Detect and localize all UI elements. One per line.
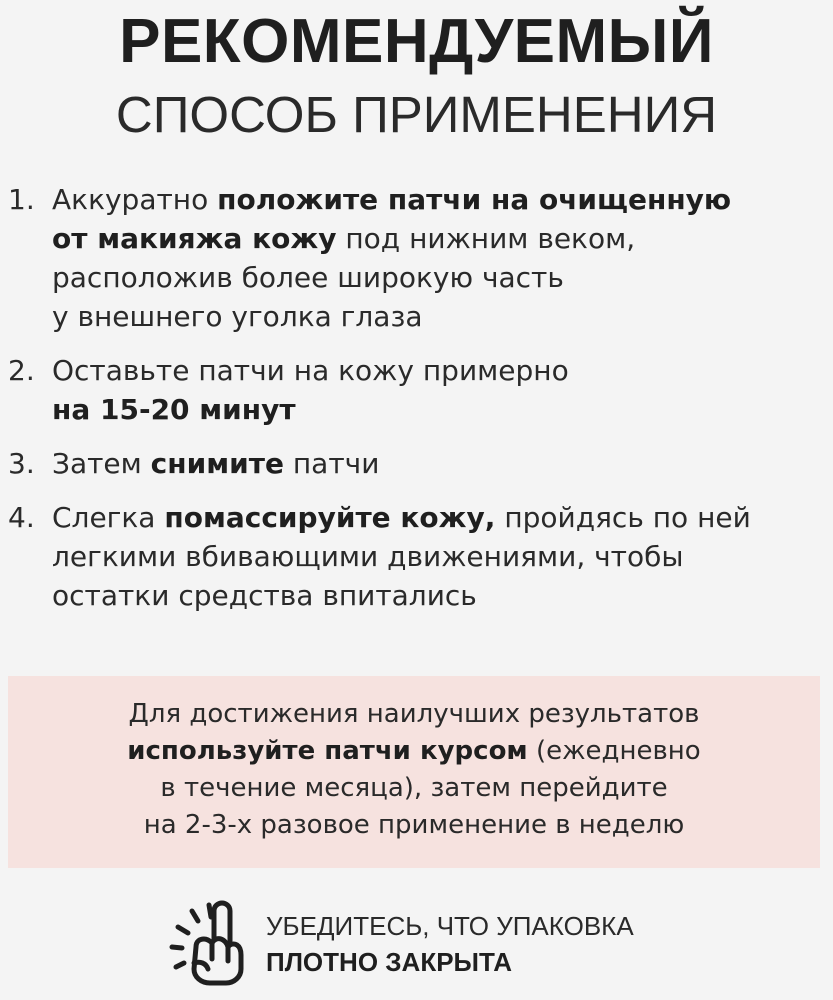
tip-line	[8, 807, 820, 844]
step-line	[52, 351, 823, 390]
step-line	[52, 180, 823, 219]
note-line-2	[266, 944, 634, 980]
text-run: Аккуратно	[52, 183, 218, 216]
text-run-bold: положите патчи на очищенную	[217, 183, 732, 216]
step-number: 3.	[8, 447, 35, 480]
step-line	[52, 498, 823, 537]
step-text	[52, 351, 823, 429]
tip-line	[8, 733, 820, 770]
page-title: РЕКОМЕНДУЕМЫЙ	[119, 7, 714, 76]
text-run: (ежедневно	[527, 736, 701, 766]
step-line	[52, 297, 823, 336]
text-run-bold: используйте патчи курсом	[127, 736, 528, 766]
text-run-bold: помассируйте кожу,	[164, 501, 496, 534]
step-line	[52, 390, 823, 429]
text-run: патчи	[283, 447, 380, 480]
package-note	[266, 908, 634, 980]
step-3	[8, 444, 823, 483]
text-run-bold: ПЛОТНО ЗАКРЫТА	[266, 947, 513, 977]
text-run: под нижним веком,	[336, 222, 636, 255]
tip-box	[8, 676, 820, 868]
step-line	[52, 537, 823, 576]
step-line	[52, 444, 823, 483]
text-run-bold: от макияжа кожу	[52, 222, 337, 255]
step-line	[52, 258, 823, 297]
text-run: Затем	[52, 447, 151, 480]
text-run: легкими вбивающими движениями, чтобы	[52, 540, 684, 573]
step-text	[52, 498, 823, 615]
text-run: Слегка	[52, 501, 165, 534]
step-4	[8, 498, 823, 615]
step-text	[52, 444, 823, 483]
text-run-bold: на 15-20 минут	[52, 393, 296, 426]
page-subtitle: СПОСОБ ПРИМЕНЕНИЯ	[115, 86, 718, 143]
step-1	[8, 180, 823, 336]
step-number: 1.	[8, 183, 35, 216]
text-run: Для достижения наилучших результатов	[128, 699, 700, 729]
step-line	[52, 219, 823, 258]
text-run: остатки средства впитались	[52, 579, 477, 612]
text-run-bold: снимите	[150, 447, 284, 480]
step-number: 2.	[8, 354, 35, 387]
text-run: пройдясь по ней	[495, 501, 751, 534]
text-run: на 2-3-х разовое применение в неделю	[143, 810, 685, 840]
text-run: расположив более широкую часть	[52, 261, 564, 294]
step-text	[52, 180, 823, 336]
step-number: 4.	[8, 501, 35, 534]
text-run: у внешнего уголка глаза	[52, 300, 423, 333]
step-2	[8, 351, 823, 429]
tip-line	[8, 770, 820, 807]
pointing-hand-icon	[166, 897, 248, 987]
note-line-1: УБЕДИТЕСЬ, ЧТО УПАКОВКА	[266, 911, 634, 941]
step-line	[52, 576, 823, 615]
text-run: Оставьте патчи на кожу примерно	[52, 354, 569, 387]
tip-line	[8, 696, 820, 733]
text-run: в течение месяца), затем перейдите	[160, 773, 668, 803]
steps-list	[8, 180, 823, 630]
